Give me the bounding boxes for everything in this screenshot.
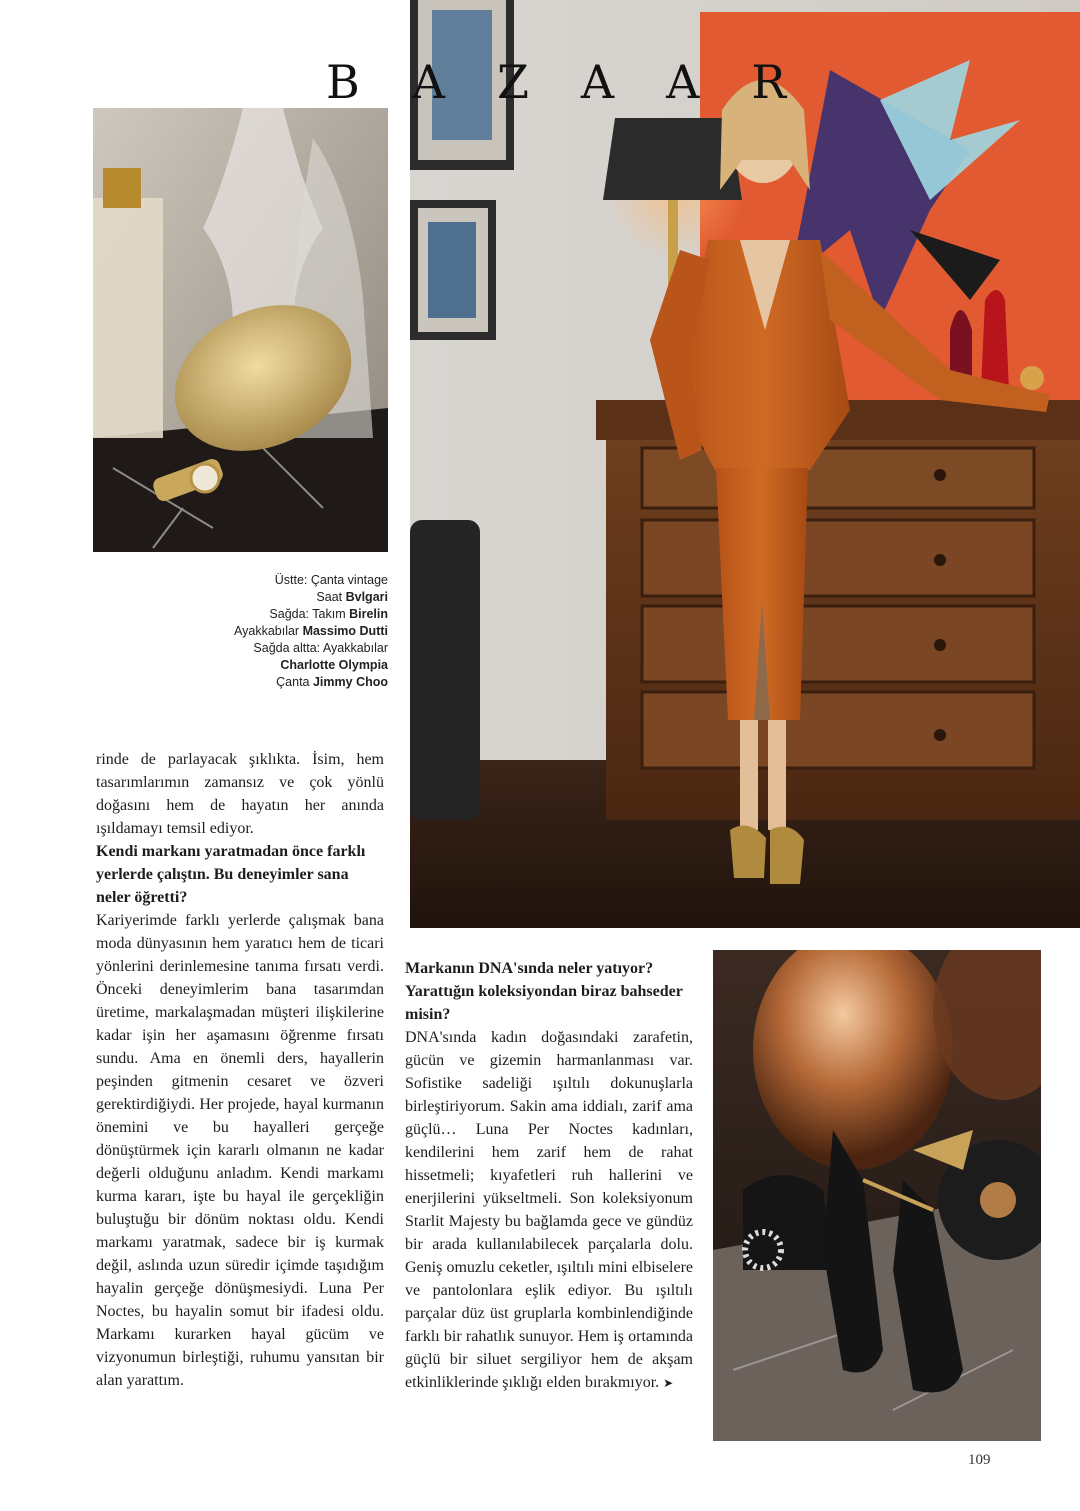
credit-text: Üstte: Çanta vintage bbox=[274, 573, 388, 587]
right-column bbox=[405, 957, 693, 1395]
interview-answer-wrap bbox=[405, 1026, 693, 1395]
credit-brand: Birelin bbox=[349, 607, 388, 621]
masthead-letter: R bbox=[751, 55, 786, 109]
masthead-letter: B bbox=[326, 55, 360, 109]
credit-line bbox=[120, 606, 388, 623]
interview-answer: Kariyerimde farklı yerlerde çalışmak bana moda dünyasının hem yaratıcı hem de ticari yönlerini derinlemesine tanıma fırsatı verdi. Önceki deneyimlerim bana tasarımdan üretime, markalaşmadan müşteri ilişkilerine kadar işin her aşamasını öğrenme fırsatı sundu. Ama en önemli ders, hayallerin peşinden gitmenin cesaret ve özveri gerektirdiğiydi. Her projede, hayal kurmanın önemini ve bu hayalleri gerçeğe dönüştürmek için kararlı olmanın ne kadar değerli olduğunu anladım. Kendi markamı kurma kararı, işte bu hayal ile gerçekliğin buluştuğu bir dönüm noktası oldu. Kendi markamı yaratmak, sadece bir iş kurmak değil, aslında uzun süredir içimde taşıdığım hayalin gerçeğe dönüşmesiydi. Luna Per Noctes, bu hayalin somut bir ifadesi oldu. Markamı kurarken hayal gücüm ve vizyonumun birleştiği, ruhumu yansıtan bir alan yarattım. bbox=[96, 912, 384, 1389]
credit-text: Sağda altta: Ayakkabılar bbox=[253, 641, 388, 655]
credit-brand: Bvlgari bbox=[345, 590, 388, 604]
interview-question: Kendi markanı yaratmadan önce farklı yerlerde çalıştın. Bu deneyimler sana neler öğretti? bbox=[96, 843, 366, 906]
interview-question: Markanın DNA'sında neler yatıyor? Yarattığın koleksiyondan biraz bahseder misin? bbox=[405, 960, 683, 1023]
credit-line bbox=[120, 674, 388, 691]
credit-text: Çanta bbox=[276, 675, 313, 689]
left-column bbox=[96, 748, 384, 1392]
credit-text: Saat bbox=[316, 590, 346, 604]
page-number: 109 bbox=[968, 1452, 991, 1468]
intro-paragraph: rinde de parlayacak şıklıkta. İsim, hem tasarımlarımın zamansız ve çok yönlü doğasını hem de hayatın her anında ışıldamayı temsil ediyor. bbox=[96, 751, 384, 837]
credit-text: Ayakkabılar bbox=[234, 624, 303, 638]
continue-arrow-icon: ➤ bbox=[663, 1376, 674, 1390]
shoes-photo bbox=[713, 950, 1041, 1441]
masthead-letter: Z bbox=[496, 55, 529, 109]
credit-line bbox=[120, 572, 388, 589]
credit-brand: Jimmy Choo bbox=[312, 675, 388, 689]
masthead-letter: A bbox=[411, 55, 446, 109]
main-photo bbox=[410, 0, 1080, 928]
credit-text: Sağda: Takım bbox=[269, 607, 350, 621]
credit-line bbox=[120, 640, 388, 657]
credit-brand: Massimo Dutti bbox=[302, 624, 388, 638]
masthead bbox=[326, 52, 786, 112]
credit-line bbox=[120, 589, 388, 606]
credit-line bbox=[120, 623, 388, 640]
clutch-photo bbox=[93, 108, 388, 552]
masthead-letter: A bbox=[580, 55, 615, 109]
credit-brand: Charlotte Olympia bbox=[280, 658, 388, 672]
interview-answer: DNA'sında kadın doğasındaki zarafetin, gücün ve gizemin harmanlanması var. Sofistike sadeliği ışıltılı dokunuşlarla birleştiriyorum. Sakin ama iddialı, zarif ama güçlü… Luna Per Noctes kadınları, kendilerini hem zarif hem de rahat hissetmeli; kıyafetleri ruh hallerini ve enerjilerini yükseltmeli. Son koleksiyonum Starlit Majesty bu bağlamda gece ve gündüz bir arada kullanılabilecek parçalarla dolu. Geniş omuzlu ceketler, ışıltılı mini elbiselere ve pantolonlara eşlik ediyor. Bu ışıltılı parçalar düz üst gruplarla kombinlendiğinde farklı bir rahatlık sunuyor. Hem iş ortamında güçlü bir siluet sergiliyor hem de akşam etkinliklerinde şıklığı elden bırakmıyor. bbox=[405, 1029, 693, 1391]
credit-line bbox=[120, 657, 388, 674]
photo-credits bbox=[120, 572, 388, 691]
masthead-letter: A bbox=[666, 55, 700, 109]
